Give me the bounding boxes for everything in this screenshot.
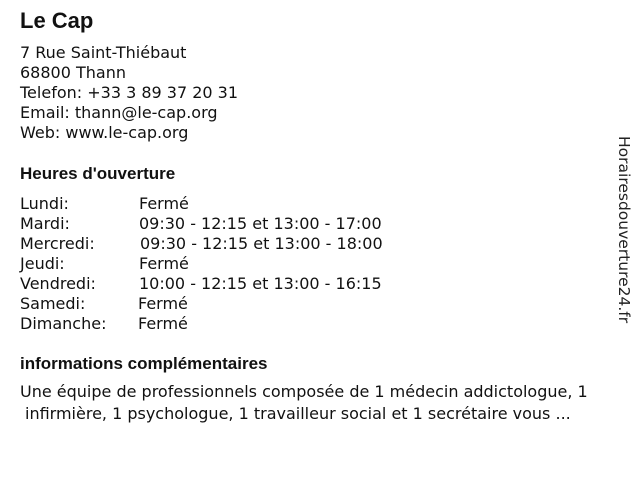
day-hours: Fermé [139,254,189,273]
day-hours: 09:30 - 12:15 et 13:00 - 18:00 [140,234,383,253]
day-label: Vendredi: [20,274,96,293]
hours-row-dimanche [20,314,440,334]
day-label: Mardi: [20,214,70,233]
site-watermark: Horairesdouverture24.fr [615,136,633,324]
hours-row-mercredi [20,234,440,254]
opening-hours-table [20,194,440,334]
website: Web: www.le-cap.org [20,123,189,142]
info-description [20,381,635,425]
hours-row-jeudi [20,254,440,274]
info-line-1: Une équipe de professionnels composée de 1 médecin addictologue, 1 [20,382,588,401]
contact-details [20,43,238,143]
day-hours: Fermé [139,194,189,213]
day-label: Lundi: [20,194,69,213]
day-hours: 09:30 - 12:15 et 13:00 - 17:00 [139,214,382,233]
hours-heading: Heures d'ouverture [20,164,176,183]
hours-row-mardi [20,214,440,234]
day-label: Mercredi: [20,234,95,253]
hours-row-vendredi [20,274,440,294]
hours-row-lundi [20,194,440,214]
phone-number: Telefon: +33 3 89 37 20 31 [20,83,239,102]
day-hours: 10:00 - 12:15 et 13:00 - 16:15 [139,274,382,293]
day-label: Jeudi: [20,254,65,273]
day-hours: Fermé [138,314,188,333]
day-label: Samedi: [20,294,86,313]
day-label: Dimanche: [20,314,107,333]
address-city: 68800 Thann [20,63,126,82]
hours-row-samedi [20,294,440,314]
day-hours: Fermé [138,294,188,313]
info-heading: informations complémentaires [20,354,268,373]
email-address: Email: thann@le-cap.org [20,103,218,122]
info-line-2: infirmière, 1 psychologue, 1 travailleur social et 1 secrétaire vous ... [25,404,571,423]
business-name: Le Cap [20,8,94,33]
address-street: 7 Rue Saint-Thiébaut [20,43,187,62]
